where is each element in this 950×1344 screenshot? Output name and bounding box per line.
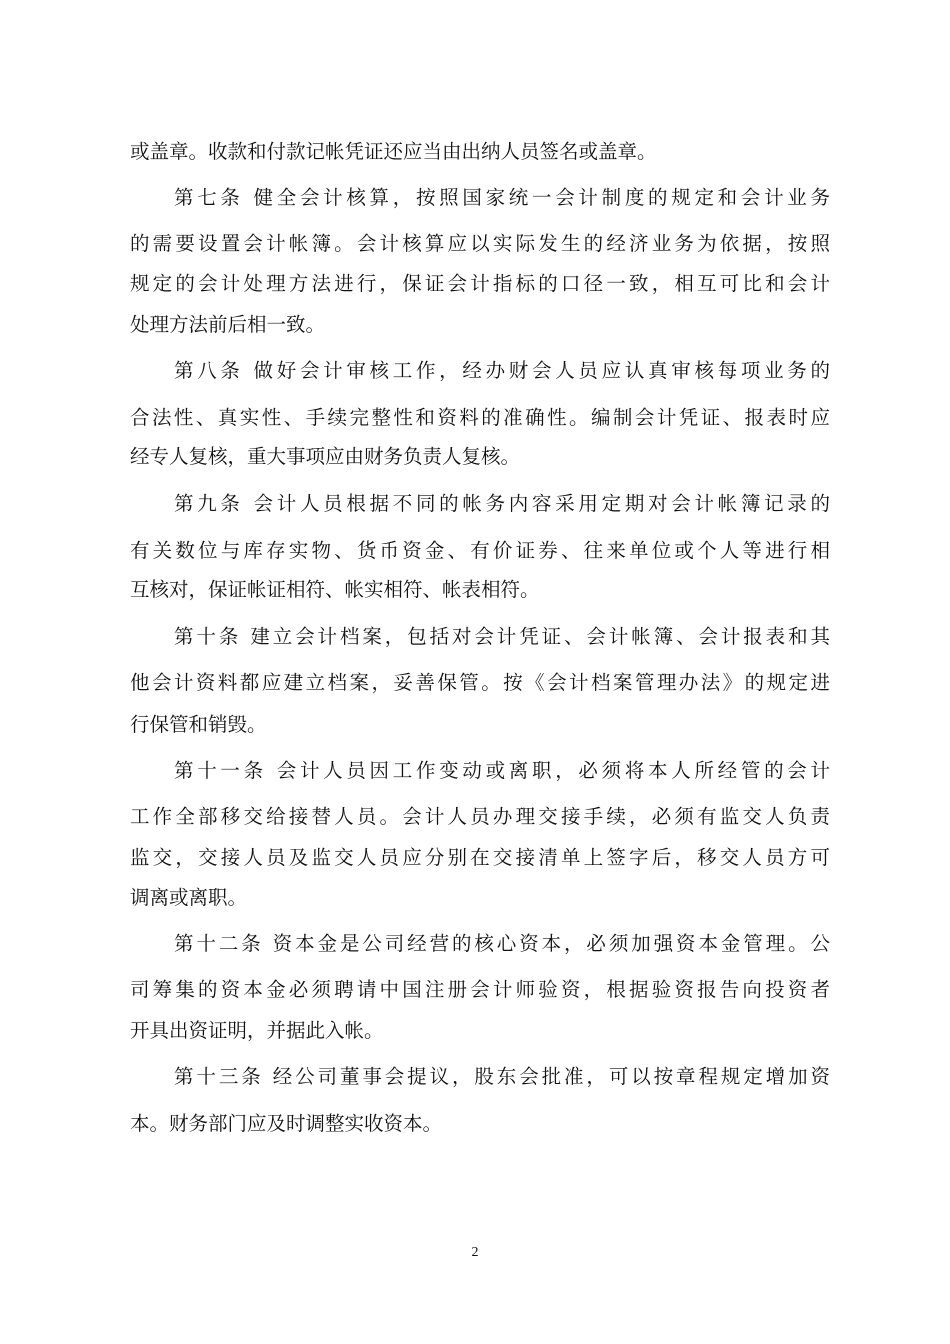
text-line: 行保管和销毁。 bbox=[130, 713, 267, 736]
text-line: 互核对，保证帐证相符、帐实相符、帐表相符。 bbox=[130, 578, 540, 601]
article-13-heading-line: 第十三条 经公司董事会提议，股东会批准，可以按章程规定增加资 bbox=[174, 1065, 830, 1088]
text-line: 工作全部移交给接替人员。会计人员办理交接手续，必须有监交人负责 bbox=[130, 805, 830, 828]
article-10-heading-line: 第十条 建立会计档案，包括对会计凭证、会计帐簿、会计报表和其 bbox=[174, 625, 830, 648]
text-line: 经专人复核，重大事项应由财务负责人复核。 bbox=[130, 445, 521, 468]
article-11-heading-line: 第十一条 会计人员因工作变动或离职，必须将本人所经管的会计 bbox=[174, 759, 830, 782]
article-9-heading-line: 第九条 会计人员根据不同的帐务内容采用定期对会计帐簿记录的 bbox=[174, 492, 830, 515]
article-7-heading-line: 第七条 健全会计核算，按照国家统一会计制度的规定和会计业务 bbox=[174, 186, 830, 209]
text-line: 他会计资料都应建立档案，妥善保管。按《会计档案管理办法》的规定进 bbox=[130, 671, 830, 694]
text-line: 处理方法前后相一致。 bbox=[130, 313, 326, 336]
text-line: 的需要设置会计帐簿。会计核算应以实际发生的经济业务为依据，按照 bbox=[130, 232, 830, 255]
page-number: 2 bbox=[471, 1245, 479, 1260]
text-line: 本。财务部门应及时调整实收资本。 bbox=[130, 1112, 443, 1135]
article-12-heading-line: 第十二条 资本金是公司经营的核心资本，必须加强资本金管理。公 bbox=[174, 932, 830, 955]
text-line: 或盖章。收款和付款记帐凭证还应当由出纳人员签名或盖章。 bbox=[130, 140, 657, 163]
text-line: 规定的会计处理方法进行，保证会计指标的口径一致，相互可比和会计 bbox=[130, 272, 830, 295]
text-line: 开具出资证明，并据此入帐。 bbox=[130, 1019, 384, 1042]
text-line: 有关数位与库存实物、货币资金、有价证券、往来单位或个人等进行相 bbox=[130, 539, 830, 562]
article-8-heading-line: 第八条 做好会计审核工作，经办财会人员应认真审核每项业务的 bbox=[174, 359, 830, 382]
text-line: 调离或离职。 bbox=[130, 886, 248, 909]
text-line: 司筹集的资本金必须聘请中国注册会计师验资，根据验资报告向投资者 bbox=[130, 978, 830, 1001]
text-line: 监交，交接人员及监交人员应分别在交接清单上签字后，移交人员方可 bbox=[130, 846, 830, 869]
text-line: 合法性、真实性、手续完整性和资料的准确性。编制会计凭证、报表时应 bbox=[130, 406, 830, 429]
